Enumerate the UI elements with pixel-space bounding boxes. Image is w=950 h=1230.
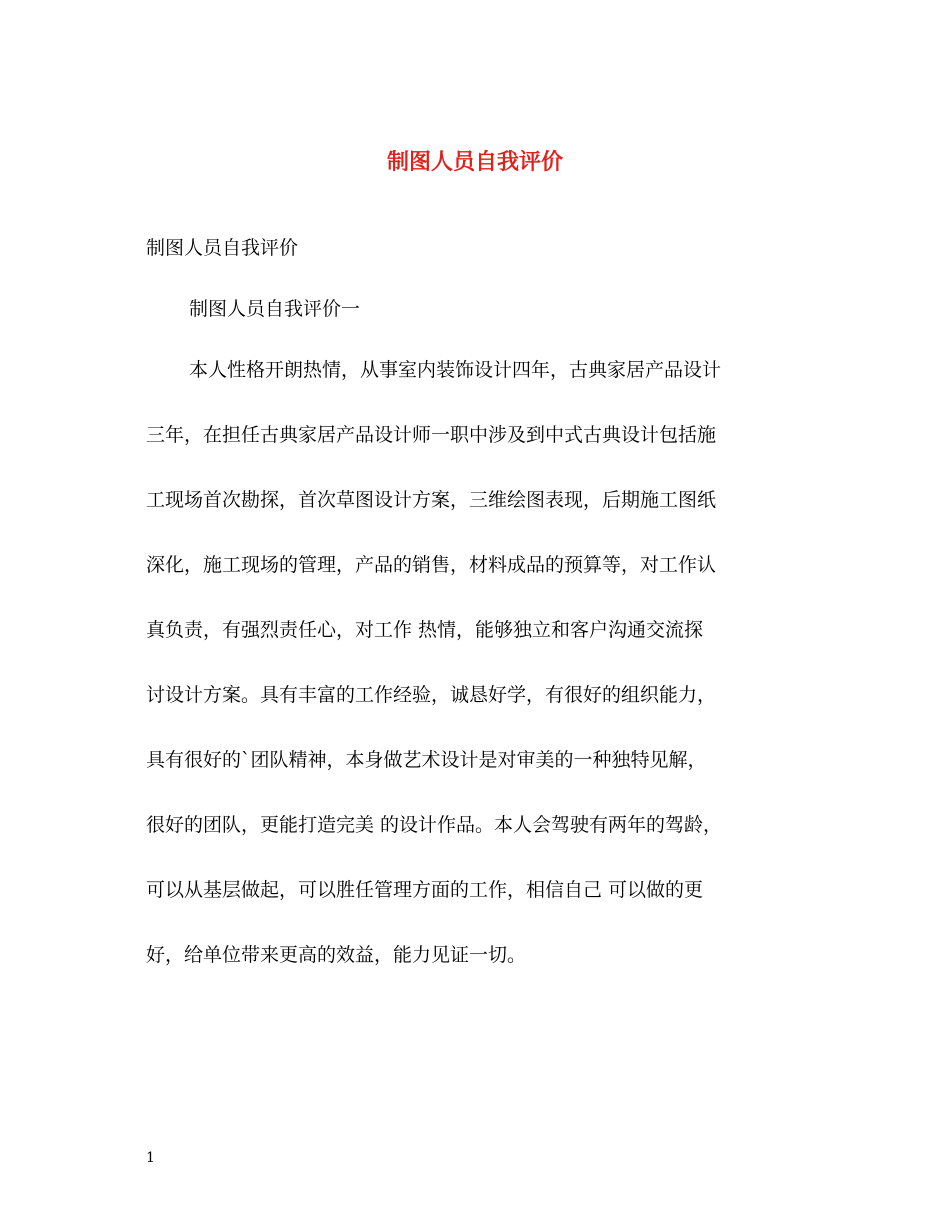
body-line: 很好的团队，更能打造完美 的设计作品。本人会驾驶有两年的驾龄， — [146, 814, 723, 836]
document-title: 制图人员自我评价 — [386, 149, 563, 175]
body-line: 真负责，有强烈责任心，对工作 热情，能够独立和客户沟通交流探 — [146, 619, 704, 641]
body-line: 可以从基层做起，可以胜任管理方面的工作，相信自己 可以做的更 — [146, 879, 704, 901]
body-line: 工现场首次勘探，首次草图设计方案，三维绘图表现，后期施工图纸 — [146, 489, 717, 511]
body-line: 本人性格开朗热情，从事室内装饰设计四年，古典家居产品设计 — [189, 359, 722, 381]
section-title: 制图人员自我评价一 — [189, 298, 361, 320]
body-line: 好，给单位带来更高的效益，能力见证一切。 — [146, 944, 527, 966]
document-subheading: 制图人员自我评价 — [146, 237, 299, 259]
body-line: 讨设计方案。具有丰富的工作经验，诚恳好学，有很好的组织能力， — [146, 684, 717, 706]
page-number: 1 — [146, 1150, 155, 1166]
body-paragraph — [146, 350, 806, 1000]
body-line: 三年，在担任古典家居产品设计师一职中涉及到中式古典设计包括施 — [146, 424, 717, 446]
body-line: 深化，施工现场的管理，产品的销售，材料成品的预算等，对工作认 — [146, 554, 717, 576]
body-line: 具有很好的`团队精神，本身做艺术设计是对审美的一种独特见解， — [146, 749, 707, 771]
